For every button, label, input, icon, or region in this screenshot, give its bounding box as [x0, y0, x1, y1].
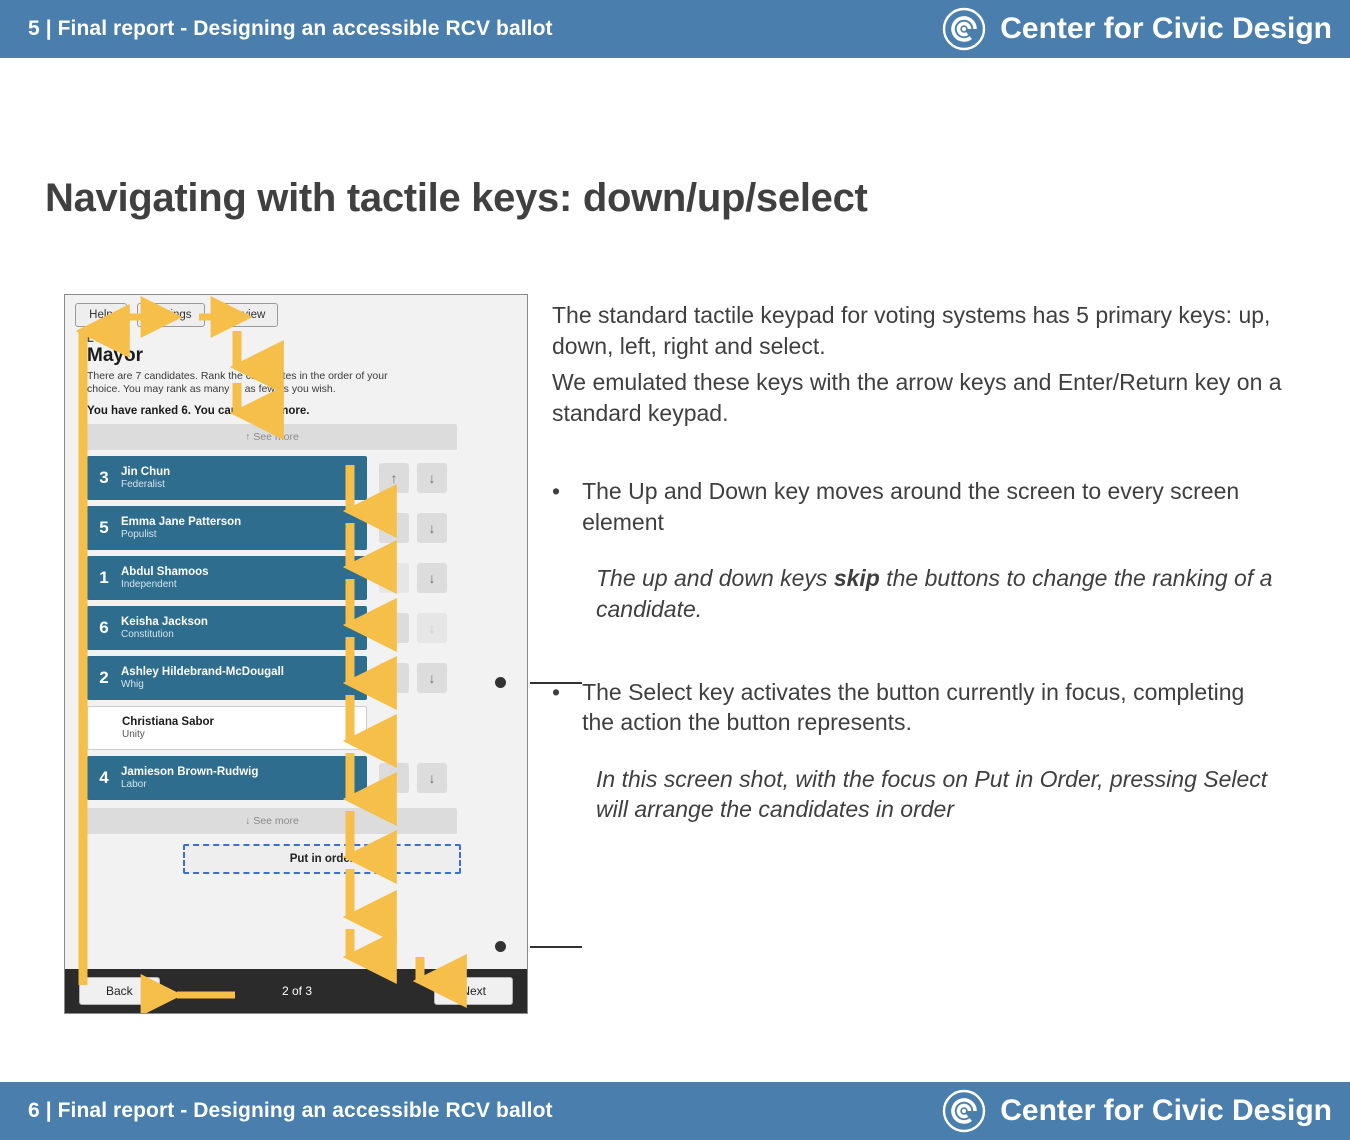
ballot-tab-review[interactable]: Review — [215, 303, 279, 327]
move-up-button[interactable]: ↑ — [379, 463, 409, 493]
candidate-party: Labor — [121, 779, 147, 790]
rank-controls — [379, 606, 447, 650]
see-more-top-button[interactable]: ↑ See more — [87, 424, 457, 450]
move-down-button[interactable]: ↓ — [417, 613, 447, 643]
candidate-name: Jin Chun — [121, 466, 171, 479]
ballot-screen — [65, 295, 527, 1013]
explanatory-text — [552, 300, 1282, 848]
candidate-names — [121, 766, 258, 790]
candidate-row — [87, 556, 517, 600]
candidate-name: Christiana Sabor — [122, 716, 215, 729]
rank-controls — [379, 656, 447, 700]
ballot-screenshot — [64, 294, 528, 1014]
note-skip-rank-buttons — [596, 563, 1276, 624]
civic-design-logo-icon — [942, 7, 986, 51]
page-title: Navigating with tactile keys: down/up/select — [45, 176, 868, 220]
ballot-tab-settings[interactable]: Settings — [137, 303, 205, 327]
note-skip-emphasis: skip — [833, 565, 880, 592]
ballot-nav-bar — [65, 969, 527, 1013]
move-down-button[interactable]: ↓ — [417, 763, 447, 793]
candidate-card[interactable] — [87, 606, 367, 650]
header-brand — [942, 7, 1338, 51]
candidate-card[interactable] — [87, 756, 367, 800]
note-skip-pre: The up and down keys — [596, 565, 834, 592]
back-button[interactable]: Back — [79, 977, 160, 1005]
move-down-button[interactable]: ↓ — [417, 463, 447, 493]
ranked-status-text: You have ranked 6. You can rank 1 more. — [87, 405, 310, 418]
candidate-rank: 5 — [99, 518, 109, 538]
put-in-order-button[interactable]: Put in order — [183, 844, 461, 874]
header-bar — [0, 0, 1350, 58]
candidate-party: Populist — [121, 529, 157, 540]
move-up-button[interactable]: ↑ — [379, 563, 409, 593]
note-skip-post: the buttons to change the ranking of a candidate. — [596, 565, 1273, 623]
candidate-card[interactable] — [87, 556, 367, 600]
note-put-in-order: In this screen shot, with the focus on Put in Order, pressing Select will arrange the candidates in order — [596, 765, 1268, 823]
candidate-row — [87, 756, 517, 800]
candidate-names — [121, 566, 209, 590]
footer-brand — [942, 1089, 1338, 1133]
candidate-party: Federalist — [121, 479, 165, 490]
candidate-rank: 1 — [99, 568, 109, 588]
callout-line-put-in-order — [530, 946, 582, 948]
candidate-name: Jamieson Brown-Rudwig — [121, 766, 259, 779]
candidate-names — [121, 466, 170, 490]
footer-bar — [0, 1082, 1350, 1140]
candidate-card[interactable] — [87, 456, 367, 500]
footer-brand-name: Center for Civic Design — [1000, 1094, 1332, 1127]
candidate-row — [87, 606, 517, 650]
candidate-rank: 4 — [99, 768, 109, 788]
candidate-card[interactable] — [87, 656, 367, 700]
move-up-button[interactable]: ↑ — [379, 663, 409, 693]
candidate-rank: 3 — [99, 468, 109, 488]
candidate-name: Keisha Jackson — [121, 616, 208, 629]
header-page-label: 5 | Final report - Designing an accessible RCV ballot — [28, 17, 553, 40]
bullet-item-up-down — [552, 476, 1282, 624]
candidate-row — [87, 506, 517, 550]
move-up-button[interactable]: ↑ — [379, 613, 409, 643]
candidate-name: Emma Jane Patterson — [121, 516, 242, 529]
bullet-marker: • — [552, 478, 561, 505]
move-down-button[interactable]: ↓ — [417, 513, 447, 543]
bullet-marker: • — [552, 678, 561, 705]
civic-design-logo-icon — [942, 1089, 986, 1133]
bullet-text-select: The Select key activates the button currently in focus, completing the action the button represents. — [582, 678, 1245, 736]
rank-controls — [379, 506, 447, 550]
callout-dot-put-in-order — [495, 941, 506, 952]
footer-page-label: 6 | Final report - Designing an accessible RCV ballot — [28, 1099, 553, 1122]
move-down-button[interactable]: ↓ — [417, 563, 447, 593]
header-brand-name: Center for Civic Design — [1000, 12, 1332, 45]
candidate-party: Unity — [122, 729, 145, 740]
candidate-rank: 6 — [99, 618, 109, 638]
see-more-bottom-button[interactable]: ↓ See more — [87, 808, 457, 834]
candidate-name: Abdul Shamoos — [121, 566, 209, 579]
rank-controls — [379, 456, 447, 500]
move-up-button[interactable]: ↑ — [379, 763, 409, 793]
move-down-button[interactable]: ↓ — [417, 663, 447, 693]
candidate-row — [87, 706, 517, 750]
ballot-top-tabs — [75, 303, 278, 327]
contest-kind-label: LOCAL — [87, 333, 128, 345]
candidate-party: Whig — [121, 679, 144, 690]
candidate-names — [121, 666, 284, 690]
candidate-party: Constitution — [121, 629, 174, 640]
ballot-page-indicator: 2 of 3 — [281, 984, 313, 998]
ballot-tab-help[interactable]: Help — [75, 303, 127, 327]
bullet-item-select — [552, 677, 1282, 825]
intro-paragraph-2: We emulated these keys with the arrow keys and Enter/Return key on a standard keypad. — [552, 369, 1282, 426]
rank-controls — [379, 756, 447, 800]
candidate-names — [121, 516, 241, 540]
move-up-button[interactable]: ↑ — [379, 513, 409, 543]
candidate-rank: 2 — [99, 668, 109, 688]
intro-paragraph-1: The standard tactile keypad for voting systems has 5 primary keys: up, down, left, right and select. — [552, 302, 1271, 359]
rank-controls — [379, 556, 447, 600]
bullet-text-up-down: The Up and Down key moves around the screen to every screen element — [582, 478, 1240, 535]
candidate-row — [87, 656, 517, 700]
callout-dot-rank-buttons — [495, 677, 506, 688]
contest-instructions: There are 7 candidates. Rank the candidates in the order of your choice. You may rank as many or as few as you wish. — [87, 369, 388, 396]
candidate-name: Ashley Hildebrand-McDougall — [121, 666, 284, 679]
candidate-party: Independent — [121, 579, 177, 590]
candidate-names — [121, 616, 208, 640]
ballot-contest — [87, 333, 517, 969]
contest-title: Mayor — [87, 345, 143, 366]
candidate-card[interactable] — [87, 706, 367, 750]
candidate-names — [122, 716, 214, 740]
candidate-row — [87, 456, 517, 500]
next-button[interactable]: Next — [434, 977, 513, 1005]
candidate-card[interactable] — [87, 506, 367, 550]
